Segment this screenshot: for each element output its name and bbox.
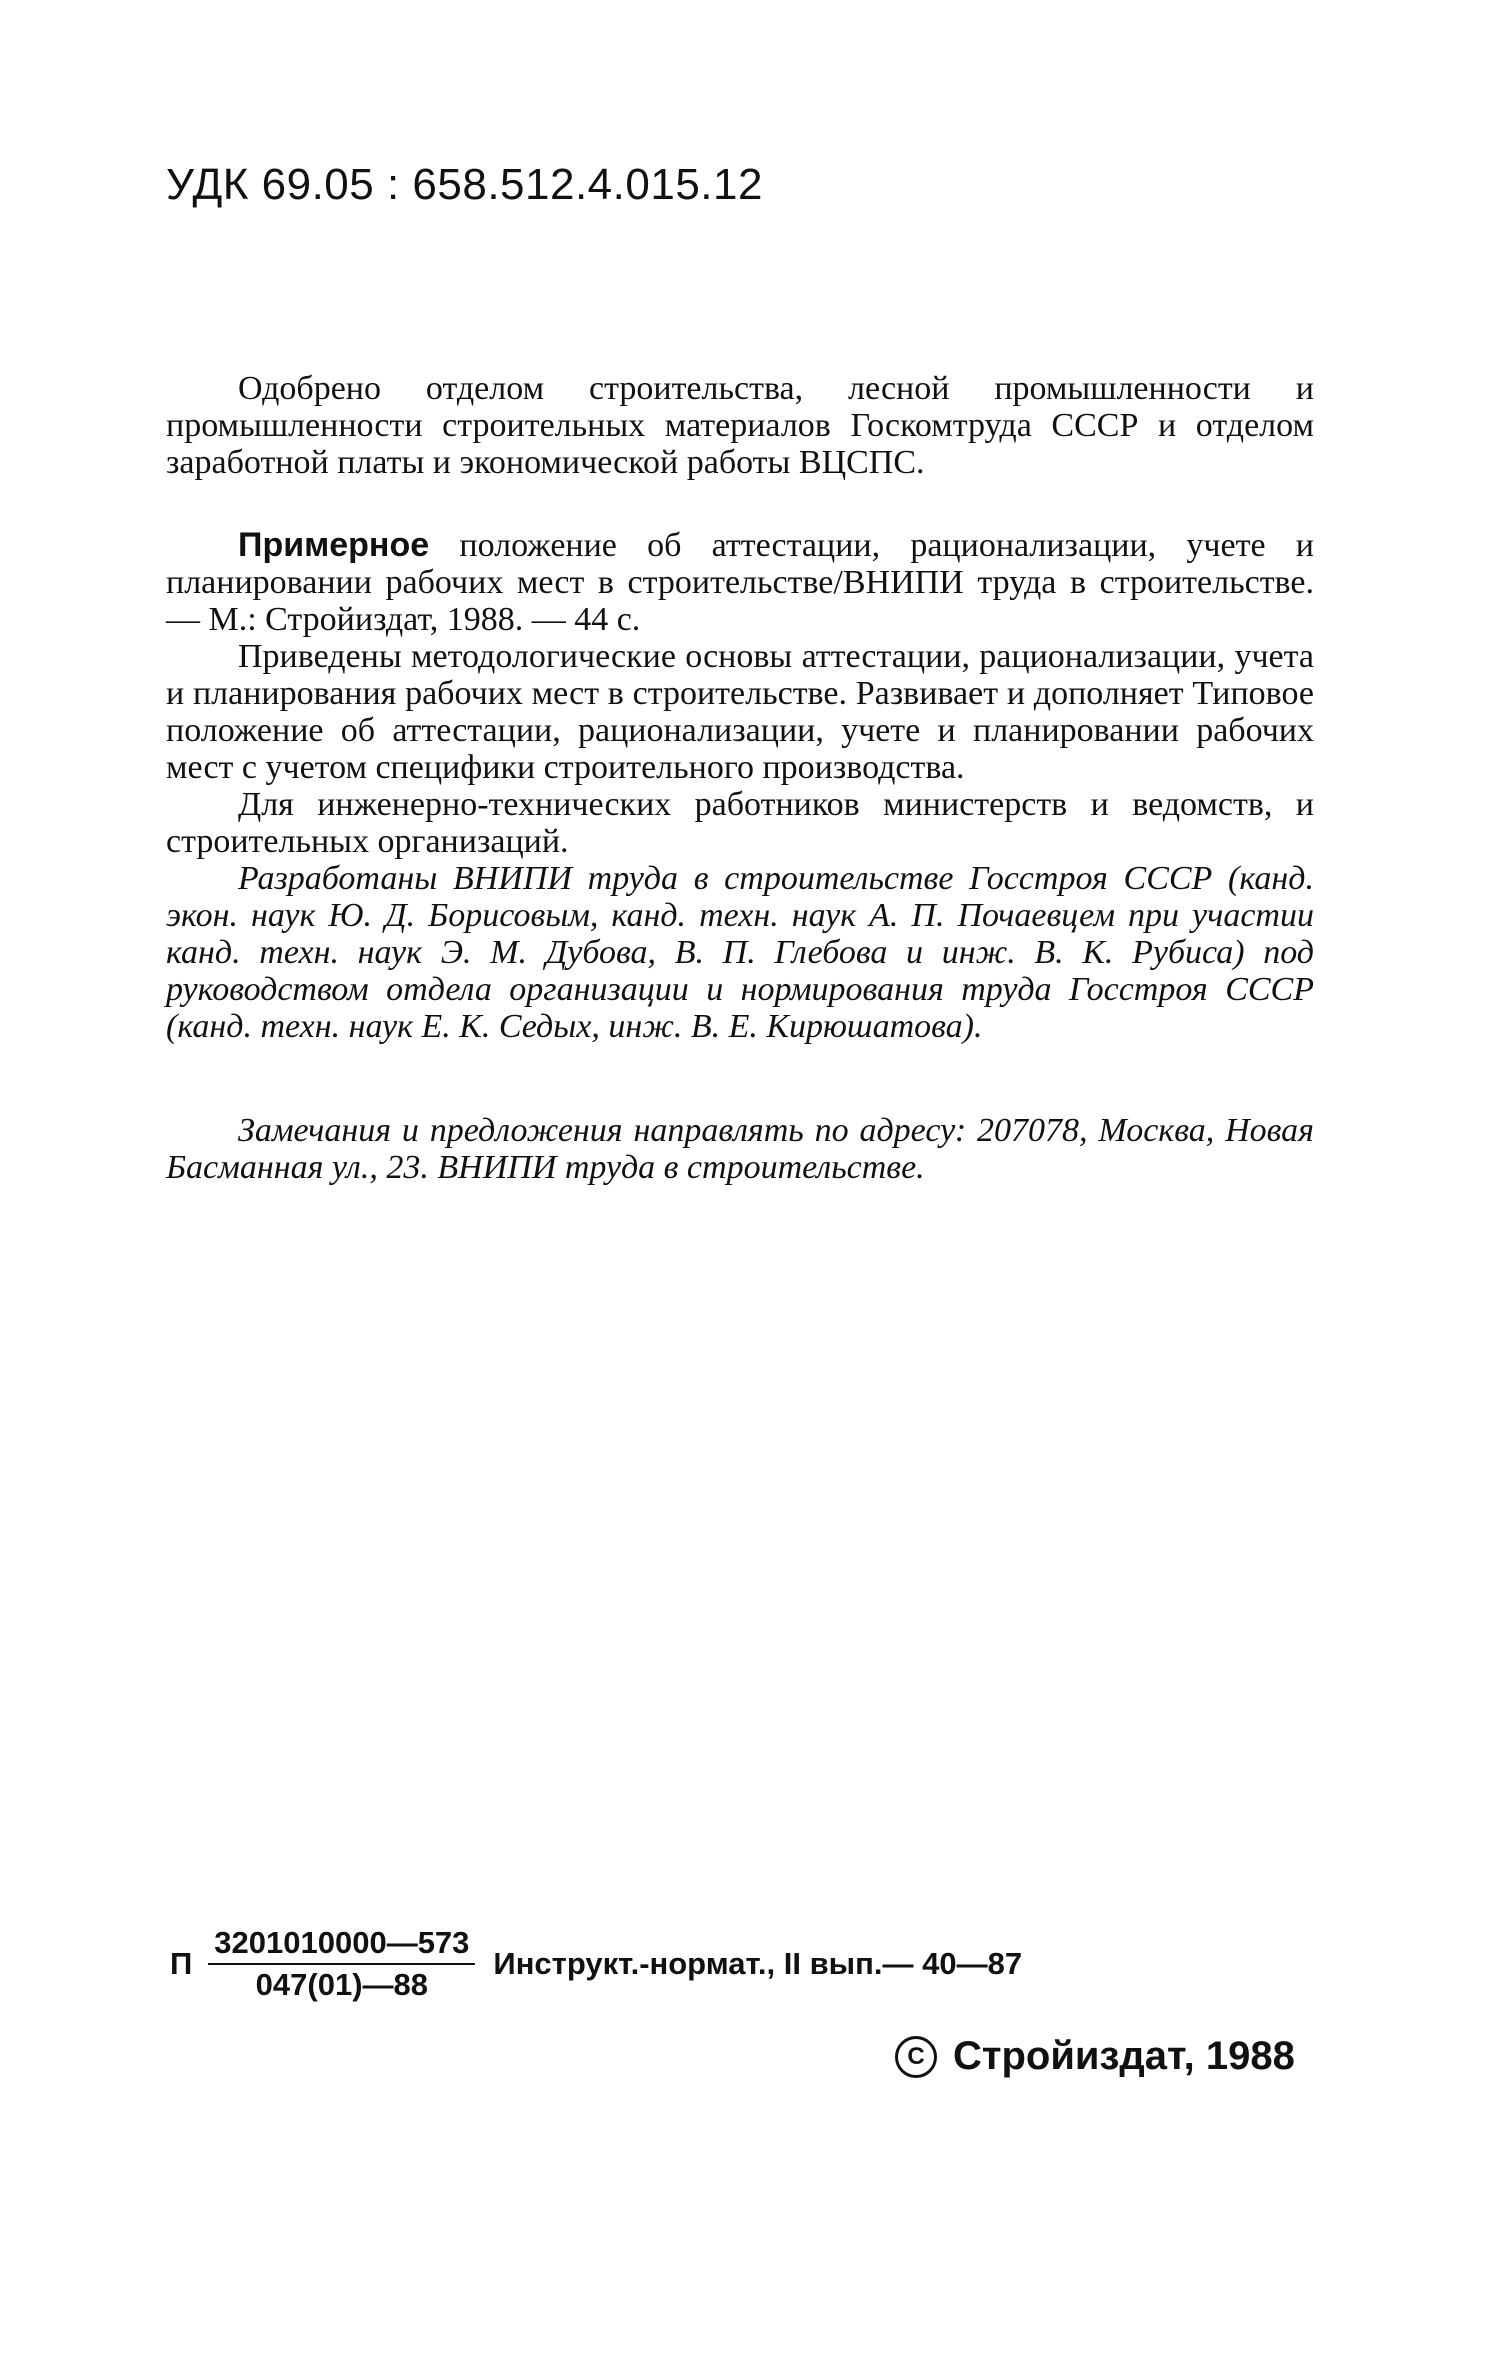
publication-code [170,1925,1022,2003]
title-rest: положение об аттестации, рационализации, учете и планировании рабочих мест в строительстве/ВНИПИ труда в строительстве. — М.: Стройиздат, 1988. — 44 с. [166,527,1314,638]
pub-suffix: Инструкт.-нормат., II вып.— 40—87 [493,1946,1023,1981]
approval-note [166,370,1314,481]
pub-fraction [208,1925,475,2003]
feedback-address: Замечания и предложения направлять по адресу: 207078, Москва, Новая Басманная ул., 23. ВНИПИ труда в строительстве. [166,1112,1314,1186]
annotation [166,527,1314,1045]
copyright-text: Стройиздат, 1988 [953,2034,1295,2078]
copyright-icon: C [895,2036,937,2078]
title-bold: Примерное [238,526,430,564]
pub-denominator: 047(01)—88 [255,1967,429,2002]
pub-numerator: 3201010000—573 [208,1925,475,1965]
summary: Приведены методологические основы аттестации, рационализации, учета и планирования рабочих мест в строительстве. Развивает и дополняет Типовое положение об аттестации, рационализации, учете и планировании рабочих мест с учетом специфики строительного производства. [166,638,1314,786]
udk-code: УДК 69.05 : 658.512.4.015.12 [166,160,763,209]
feedback-notes [166,1112,1314,1186]
approval-text: Одобрено отделом строительства, лесной промышленности и промышленности строительных материалов Госкомтруда СССР и отделом заработной платы и экономической работы ВЦСПС. [166,370,1314,481]
pub-prefix: П [170,1946,193,1981]
audience: Для инженерно-технических работников министерств и ведомств, и строительных организаций. [166,786,1314,860]
bibliographic-record [166,527,1314,638]
copyright [895,2034,1295,2079]
authors: Разработаны ВНИПИ труда в строительстве Госстроя СССР (канд. экон. наук Ю. Д. Борисовым, канд. техн. наук А. П. Почаевцем при участии канд. техн. наук Э. М. Дубова, В. П. Глебова и инж. В. К. Рубиса) под руководством отдела организации и нормирования труда Госстроя СССР (канд. техн. наук Е. К. Седых, инж. В. Е. Кирюшатова). [166,860,1314,1045]
